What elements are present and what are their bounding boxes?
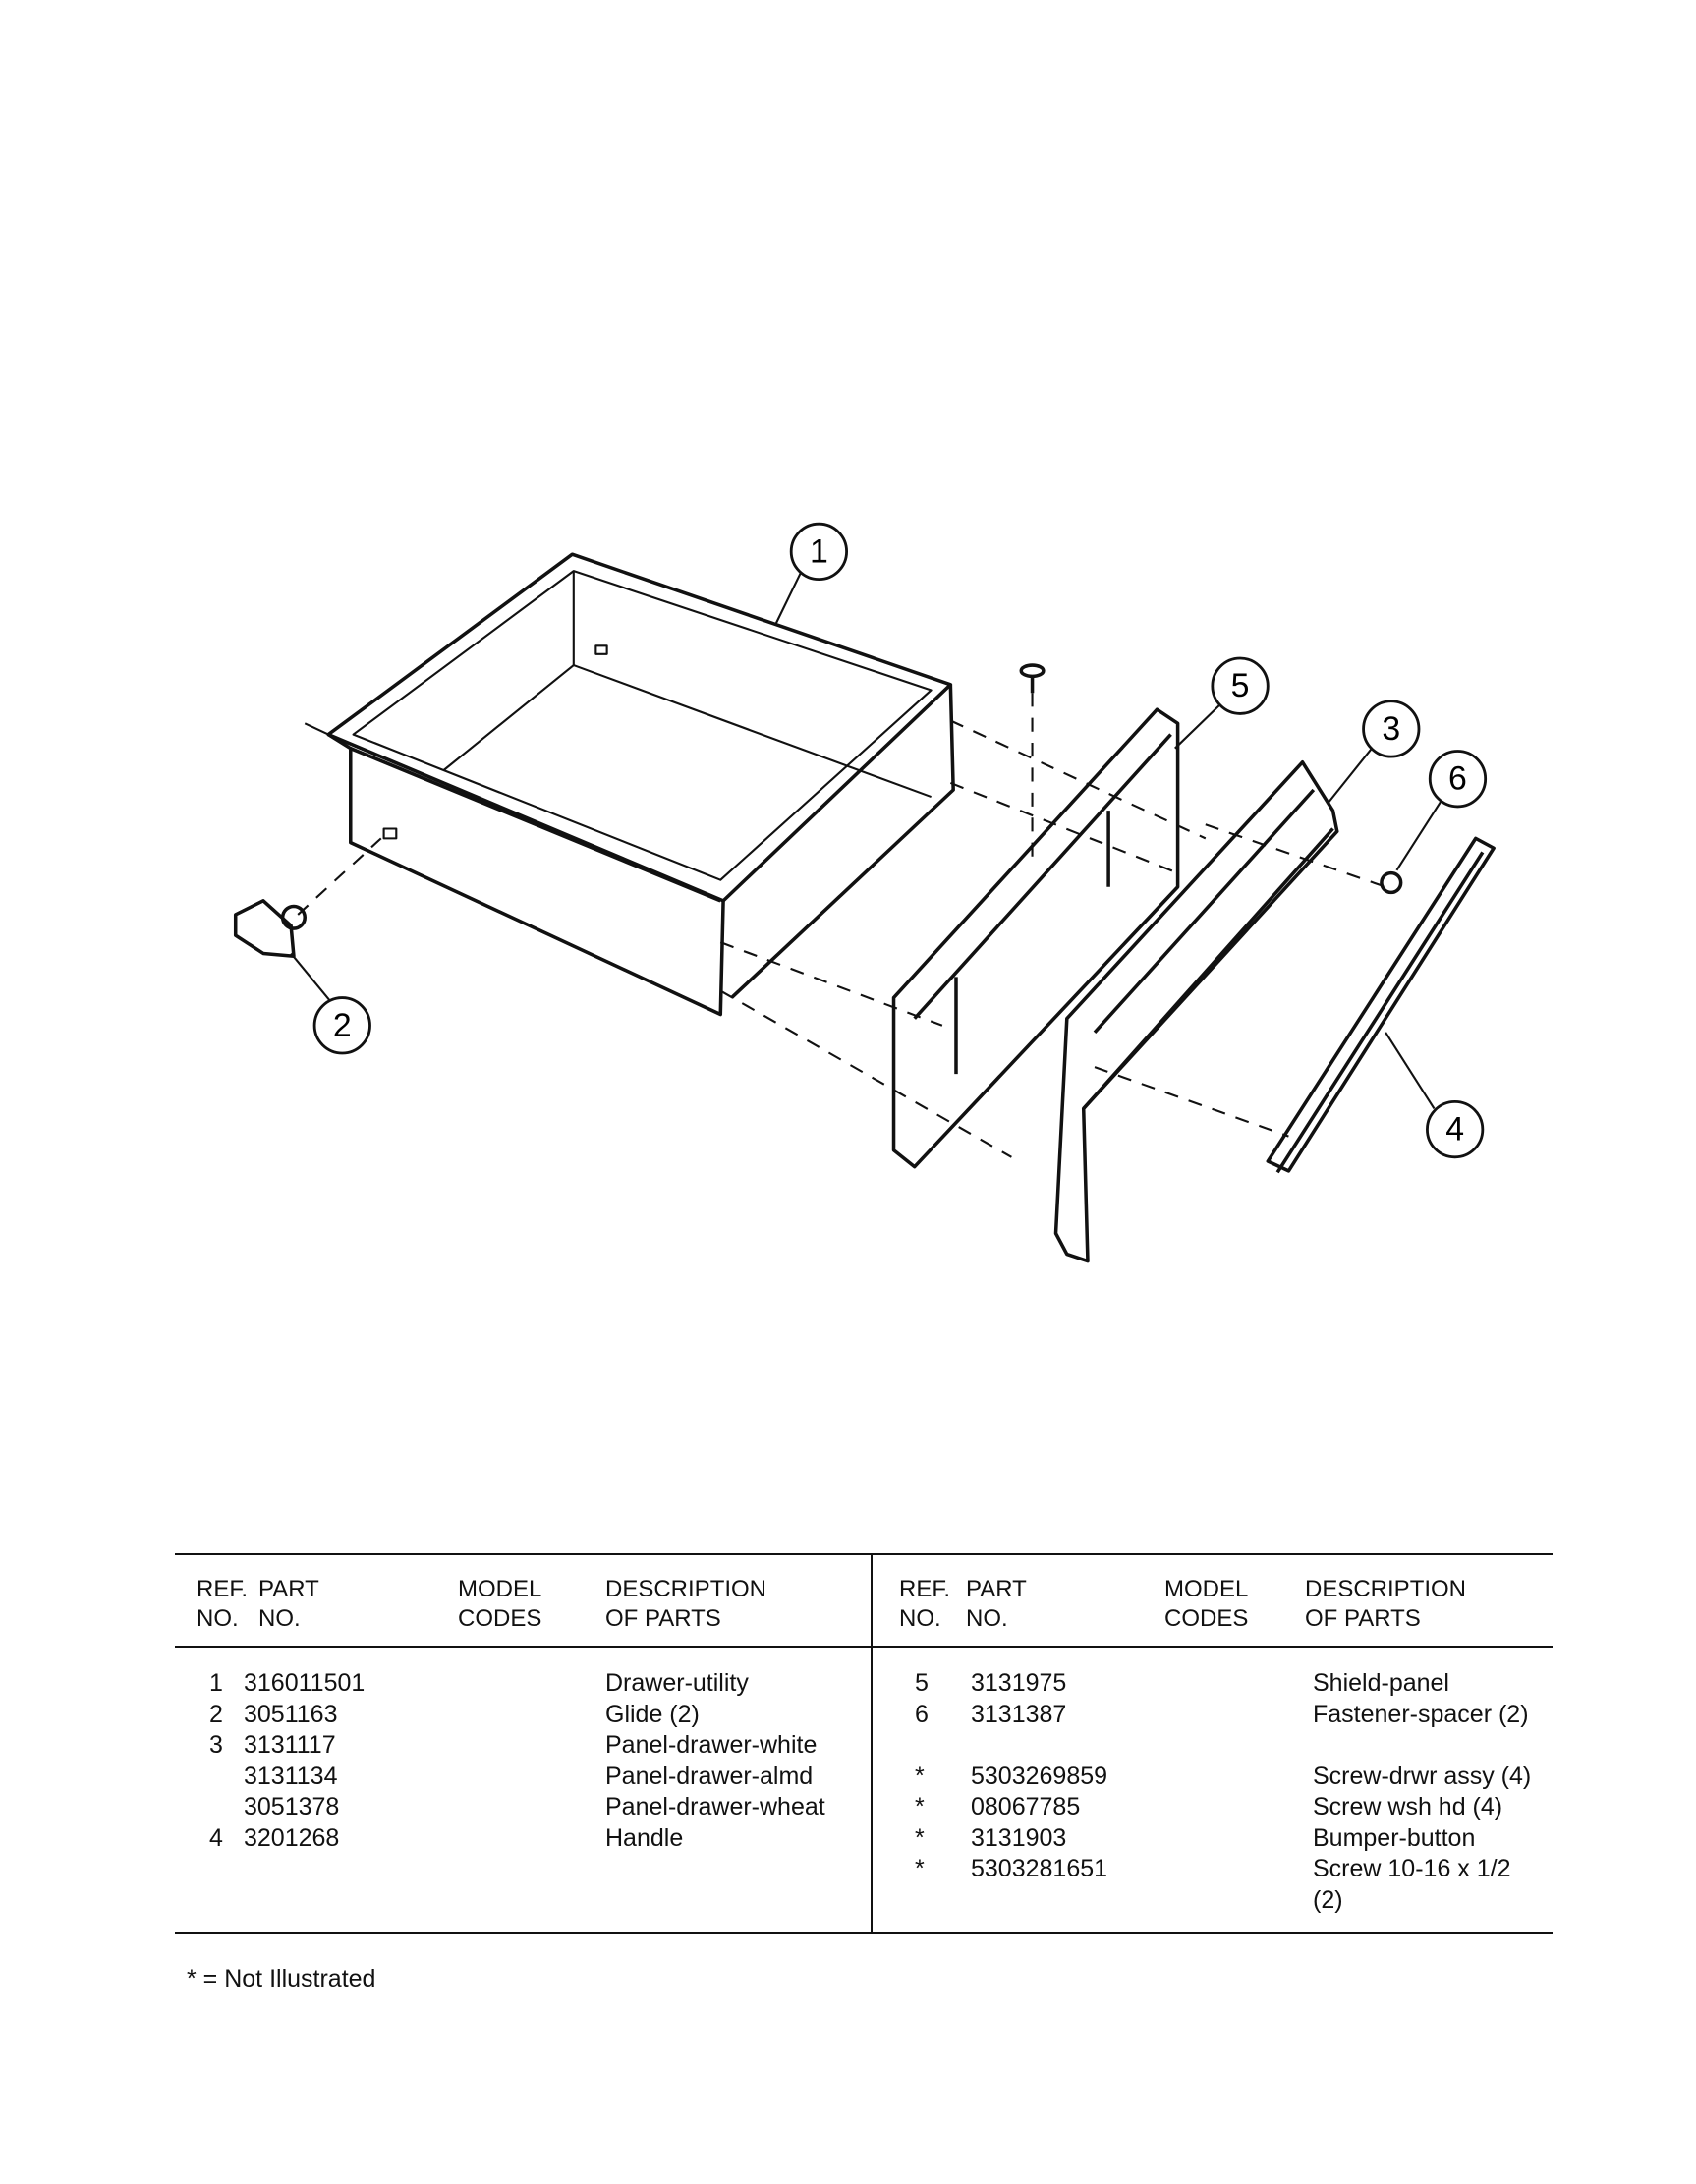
- ref-no: 5: [915, 1669, 929, 1697]
- part-description: Glide (2): [605, 1700, 700, 1728]
- part-no: 3201268: [244, 1823, 340, 1852]
- parts-table-left: [175, 1555, 873, 1932]
- ref-no: *: [915, 1823, 925, 1852]
- table-header: [175, 1555, 871, 1648]
- part-description: Panel-drawer-white: [605, 1731, 818, 1759]
- drawer-utility-part: [305, 554, 953, 1014]
- table-row: [175, 1730, 871, 1761]
- table-row: [873, 1700, 1553, 1730]
- fastener-spacer-part: [1382, 873, 1401, 893]
- header-ref: REF. NO.: [197, 1576, 249, 1632]
- table-row: [873, 1730, 1553, 1761]
- glide-part: [236, 901, 306, 956]
- ref-no: 3: [209, 1731, 223, 1759]
- callout-label: 5: [1230, 667, 1250, 705]
- part-no: 3131134: [244, 1762, 338, 1790]
- part-description: Panel-drawer-wheat: [605, 1793, 825, 1820]
- ref-no: *: [915, 1855, 925, 1882]
- parts-table: [175, 1553, 1553, 1934]
- part-no: 3051378: [244, 1793, 340, 1820]
- table-row: [873, 1823, 1553, 1854]
- part-description: Panel-drawer-almd: [605, 1762, 814, 1790]
- table-row: [873, 1762, 1553, 1792]
- callout-label: 3: [1382, 709, 1401, 748]
- header-desc: DESCRIPTION OF PARTS: [605, 1576, 767, 1632]
- part-no: 316011501: [244, 1669, 366, 1697]
- ref-no: *: [915, 1793, 925, 1820]
- part-description: Screw 10-16 x 1/2: [1313, 1855, 1511, 1882]
- header-part: PART NO.: [258, 1576, 319, 1632]
- table-row: [175, 1762, 871, 1792]
- ref-no: 1: [209, 1669, 223, 1697]
- header-ref: REF. NO.: [899, 1576, 951, 1632]
- panel-drawer-part: [1056, 762, 1337, 1261]
- part-no: 3131975: [971, 1669, 1067, 1697]
- ref-no: 6: [915, 1700, 929, 1728]
- part-description: Drawer-utility: [605, 1669, 749, 1697]
- part-description: Bumper-button: [1313, 1823, 1476, 1852]
- callout-label: 6: [1448, 759, 1467, 798]
- part-description: Screw-drwr assy (4): [1313, 1762, 1532, 1790]
- part-description: (2): [1313, 1885, 1343, 1914]
- table-row: [873, 1668, 1553, 1699]
- part-no: 3131903: [971, 1823, 1067, 1852]
- screw-part: [1021, 665, 1044, 693]
- part-description: Shield-panel: [1313, 1669, 1449, 1697]
- header-model: MODEL CODES: [458, 1576, 542, 1632]
- callout-label: 4: [1445, 1110, 1465, 1148]
- table-row: [873, 1792, 1553, 1822]
- shield-panel-part: [894, 709, 1178, 1166]
- part-description: Fastener-spacer (2): [1313, 1700, 1529, 1728]
- header-part: PART NO.: [966, 1576, 1027, 1632]
- part-no: 5303269859: [971, 1762, 1108, 1790]
- part-no: 3131387: [971, 1700, 1067, 1728]
- table-row: [873, 1854, 1553, 1884]
- table-row: [175, 1668, 871, 1699]
- callout-label: 2: [332, 1006, 352, 1044]
- ref-no: 2: [209, 1700, 223, 1728]
- parts-table-right: [873, 1555, 1553, 1932]
- table-row: [873, 1885, 1553, 1916]
- header-desc: DESCRIPTION OF PARTS: [1305, 1576, 1467, 1632]
- ref-no: 4: [209, 1823, 223, 1852]
- header-model: MODEL CODES: [1164, 1576, 1249, 1632]
- table-row: [175, 1823, 871, 1854]
- part-description: Handle: [605, 1823, 684, 1852]
- part-no: 3131117: [244, 1731, 336, 1759]
- ref-no: *: [915, 1762, 925, 1790]
- callout-label: 1: [809, 532, 828, 571]
- part-no: 5303281651: [971, 1855, 1108, 1882]
- table-header: [873, 1555, 1553, 1648]
- part-no: 3051163: [244, 1700, 338, 1728]
- part-no: 08067785: [971, 1793, 1081, 1820]
- table-row: [175, 1792, 871, 1822]
- footnote: * = Not Illustrated: [187, 1965, 376, 1992]
- table-row: [175, 1700, 871, 1730]
- part-description: Screw wsh hd (4): [1313, 1793, 1503, 1820]
